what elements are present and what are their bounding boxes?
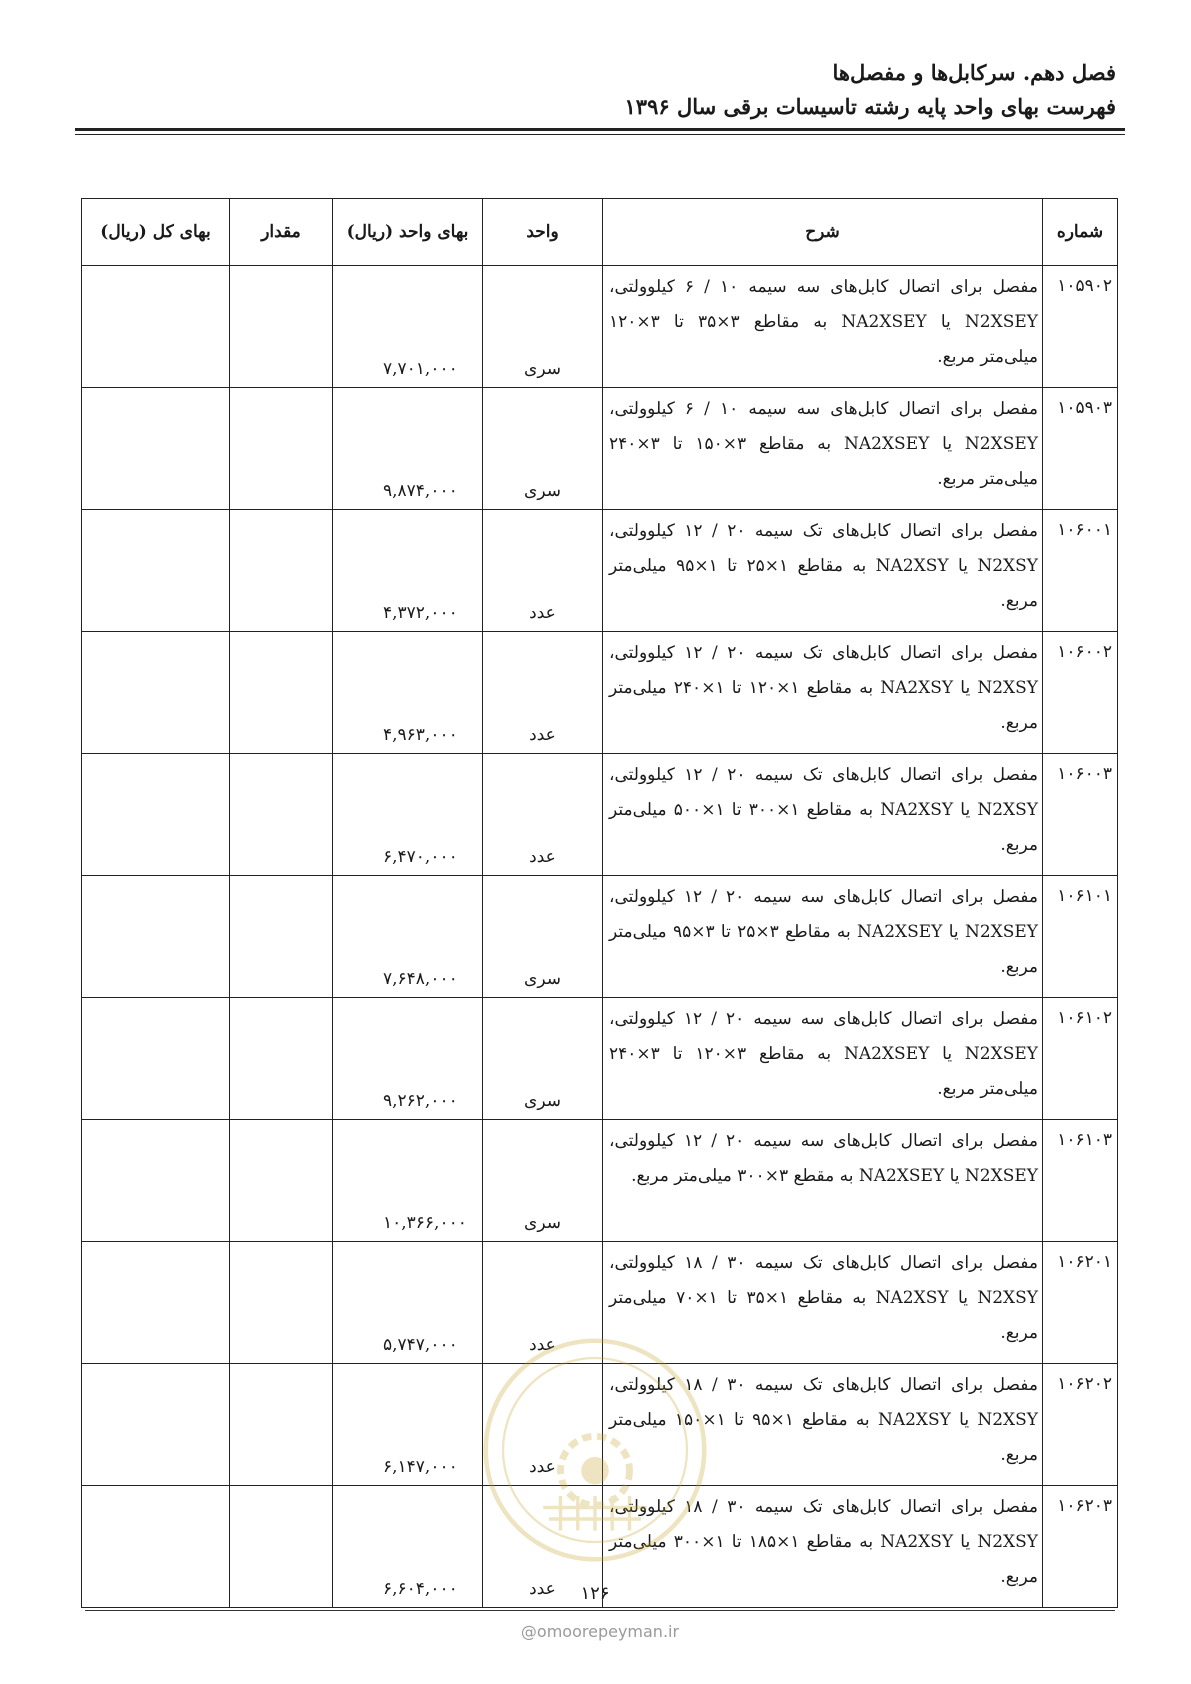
item-unit-price: ۹,۸۷۴,۰۰۰: [333, 388, 483, 510]
item-unit-price: ۶,۱۴۷,۰۰۰: [333, 1364, 483, 1486]
item-unit-price: ۶,۶۰۴,۰۰۰: [333, 1486, 483, 1608]
item-quantity: [230, 266, 333, 388]
price-list-title: فهرست بهای واحد پایه رشته تاسیسات برقی سال ۱۳۹۶: [624, 94, 1116, 119]
item-number: ۱۰۵۹۰۳: [1043, 388, 1118, 510]
item-quantity: [230, 1364, 333, 1486]
item-unit: عدد: [483, 1364, 603, 1486]
item-number: ۱۰۶۲۰۲: [1043, 1364, 1118, 1486]
column-header-quantity: مقدار: [230, 199, 333, 266]
table-row: [82, 754, 1118, 876]
item-description: مفصل برای اتصال کابل‌های تک سیمه ۲۰ / ۱۲ کیلوولتی، N2XSY یا NA2XSY به مقاطع ۱×۳۰۰ تا ۱×۵۰۰ میلی‌متر مربع.: [603, 754, 1043, 876]
item-unit: عدد: [483, 632, 603, 754]
item-number: ۱۰۶۲۰۳: [1043, 1486, 1118, 1608]
item-number: ۱۰۶۱۰۳: [1043, 1120, 1118, 1242]
item-description: مفصل برای اتصال کابل‌های تک سیمه ۳۰ / ۱۸ کیلوولتی، N2XSY یا NA2XSY به مقاطع ۱×۳۵ تا ۱×۷۰ میلی‌متر مربع.: [603, 1242, 1043, 1364]
item-total-price: [82, 1364, 230, 1486]
item-unit: سری: [483, 1120, 603, 1242]
item-quantity: [230, 754, 333, 876]
item-quantity: [230, 388, 333, 510]
table-header-row: [82, 199, 1118, 266]
footer-rule: [85, 1610, 1115, 1611]
item-quantity: [230, 1120, 333, 1242]
watermark-text: @omoorepeyman.ir: [520, 1622, 680, 1641]
item-description: مفصل برای اتصال کابل‌های سه سیمه ۱۰ / ۶ کیلوولتی، N2XSEY یا NA2XSEY به مقاطع ۳×۳۵ تا ۳×۱۲۰ میلی‌متر مربع.: [603, 266, 1043, 388]
column-header-number: شماره: [1043, 199, 1118, 266]
item-quantity: [230, 1486, 333, 1608]
item-total-price: [82, 1242, 230, 1364]
item-description: مفصل برای اتصال کابل‌های تک سیمه ۳۰ / ۱۸ کیلوولتی، N2XSY یا NA2XSY به مقاطع ۱×۱۸۵ تا ۱×۳۰۰ میلی‌متر مربع.: [603, 1486, 1043, 1608]
price-table: [81, 198, 1118, 1608]
table-row: [82, 632, 1118, 754]
item-unit-price: ۷,۶۴۸,۰۰۰: [333, 876, 483, 998]
item-unit: عدد: [483, 1242, 603, 1364]
item-quantity: [230, 632, 333, 754]
item-unit: سری: [483, 998, 603, 1120]
item-unit-price: ۱۰,۳۶۶,۰۰۰: [333, 1120, 483, 1242]
item-total-price: [82, 632, 230, 754]
header-rule-thin: [75, 134, 1125, 135]
item-unit: سری: [483, 876, 603, 998]
item-number: ۱۰۵۹۰۲: [1043, 266, 1118, 388]
item-unit-price: ۴,۳۷۲,۰۰۰: [333, 510, 483, 632]
item-number: ۱۰۶۱۰۲: [1043, 998, 1118, 1120]
column-header-unit: واحد: [483, 199, 603, 266]
item-total-price: [82, 876, 230, 998]
item-quantity: [230, 998, 333, 1120]
item-description: مفصل برای اتصال کابل‌های سه سیمه ۱۰ / ۶ کیلوولتی، N2XSEY یا NA2XSEY به مقاطع ۳×۱۵۰ تا ۳×۲۴۰ میلی‌متر مربع.: [603, 388, 1043, 510]
item-quantity: [230, 876, 333, 998]
item-description: مفصل برای اتصال کابل‌های تک سیمه ۲۰ / ۱۲ کیلوولتی، N2XSY یا NA2XSY به مقاطع ۱×۲۵ تا ۱×۹۵ میلی‌متر مربع.: [603, 510, 1043, 632]
item-unit: عدد: [483, 754, 603, 876]
item-total-price: [82, 1486, 230, 1608]
item-quantity: [230, 1242, 333, 1364]
item-total-price: [82, 266, 230, 388]
item-number: ۱۰۶۰۰۳: [1043, 754, 1118, 876]
table-row: [82, 266, 1118, 388]
item-quantity: [230, 510, 333, 632]
item-number: ۱۰۶۰۰۲: [1043, 632, 1118, 754]
table-row: [82, 998, 1118, 1120]
table-row: [82, 1120, 1118, 1242]
item-unit: سری: [483, 266, 603, 388]
column-header-unit-price: بهای واحد (ریال): [333, 199, 483, 266]
table-row: [82, 876, 1118, 998]
item-total-price: [82, 754, 230, 876]
chapter-title: فصل دهم. سرکابل‌ها و مفصل‌ها: [832, 60, 1116, 85]
page-header: [66, 58, 1116, 122]
item-unit-price: ۵,۷۴۷,۰۰۰: [333, 1242, 483, 1364]
table-row: [82, 388, 1118, 510]
table-row: [82, 1364, 1118, 1486]
item-total-price: [82, 998, 230, 1120]
item-total-price: [82, 510, 230, 632]
item-unit: سری: [483, 388, 603, 510]
item-unit-price: ۴,۹۶۳,۰۰۰: [333, 632, 483, 754]
item-description: مفصل برای اتصال کابل‌های تک سیمه ۲۰ / ۱۲ کیلوولتی، N2XSY یا NA2XSY به مقاطع ۱×۱۲۰ تا ۱×۲۴۰ میلی‌متر مربع.: [603, 632, 1043, 754]
table-row: [82, 1242, 1118, 1364]
item-description: مفصل برای اتصال کابل‌های سه سیمه ۲۰ / ۱۲ کیلوولتی، N2XSEY یا NA2XSEY به مقطع ۳×۳۰۰ میلی‌متر مربع.: [603, 1120, 1043, 1242]
item-number: ۱۰۶۲۰۱: [1043, 1242, 1118, 1364]
item-number: ۱۰۶۰۰۱: [1043, 510, 1118, 632]
item-total-price: [82, 388, 230, 510]
item-unit: عدد: [483, 510, 603, 632]
table-row: [82, 510, 1118, 632]
item-unit: عدد: [483, 1486, 603, 1608]
item-total-price: [82, 1120, 230, 1242]
column-header-total-price: بهای کل (ریال): [82, 199, 230, 266]
item-description: مفصل برای اتصال کابل‌های سه سیمه ۲۰ / ۱۲ کیلوولتی، N2XSEY یا NA2XSEY به مقاطع ۳×۲۵ تا ۳×۹۵ میلی‌متر مربع.: [603, 876, 1043, 998]
header-rule-thick: [75, 128, 1125, 131]
item-description: مفصل برای اتصال کابل‌های تک سیمه ۳۰ / ۱۸ کیلوولتی، N2XSY یا NA2XSY به مقاطع ۱×۹۵ تا ۱×۱۵۰ میلی‌متر مربع.: [603, 1364, 1043, 1486]
item-unit-price: ۷,۷۰۱,۰۰۰: [333, 266, 483, 388]
table-body: [82, 266, 1118, 1608]
item-description: مفصل برای اتصال کابل‌های سه سیمه ۲۰ / ۱۲ کیلوولتی، N2XSEY یا NA2XSEY به مقاطع ۳×۱۲۰ تا ۳×۲۴۰ میلی‌متر مربع.: [603, 998, 1043, 1120]
page-number: ۱۲۶: [580, 1583, 610, 1604]
item-unit-price: ۹,۲۶۲,۰۰۰: [333, 998, 483, 1120]
item-number: ۱۰۶۱۰۱: [1043, 876, 1118, 998]
column-header-description: شرح: [603, 199, 1043, 266]
item-unit-price: ۶,۴۷۰,۰۰۰: [333, 754, 483, 876]
